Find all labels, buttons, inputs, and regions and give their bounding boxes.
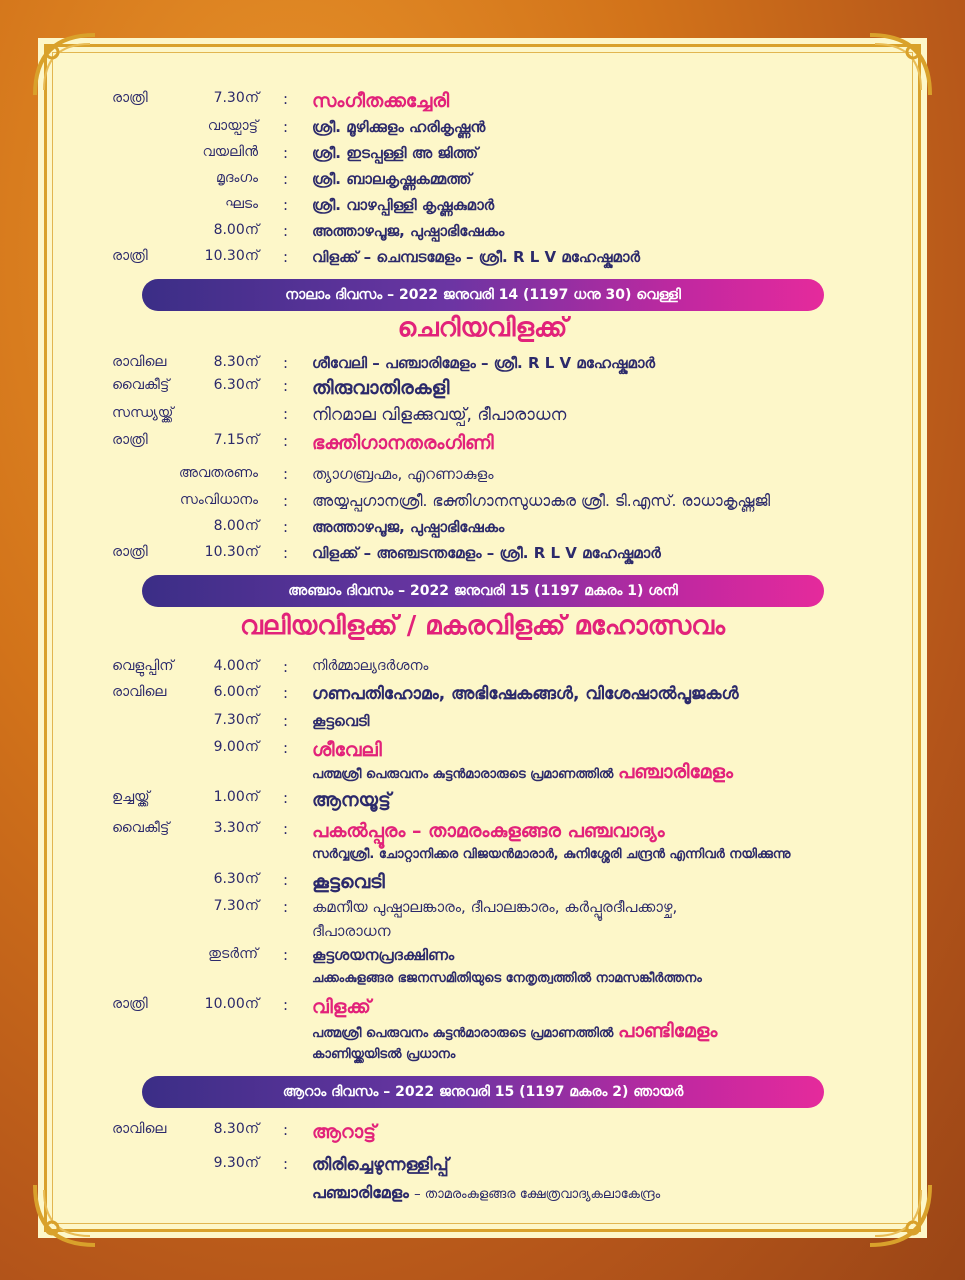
schedule-row	[0, 1020, 965, 1044]
row-label: രാവിലെ	[112, 1121, 167, 1137]
row-sublabel: വയലിൻ	[202, 144, 258, 160]
row-time: 10.30ന്	[204, 248, 259, 264]
schedule-row	[0, 405, 965, 429]
schedule-row	[0, 820, 965, 844]
row-colon: :	[283, 996, 289, 1014]
row-colon: :	[283, 90, 289, 108]
row-event-highlight: പഞ്ചാരിമേളം	[617, 761, 733, 783]
row-label: രാത്രി	[112, 996, 148, 1012]
schedule-row	[0, 1155, 965, 1179]
row-time: 8.30ന്	[213, 354, 259, 370]
schedule-row	[0, 118, 965, 142]
row-label: രാവിലെ	[112, 354, 167, 370]
row-event-detail: – താമരംകുളങ്ങര ക്ഷേത്രവാദ്യകലാകേന്ദ്രം	[414, 1187, 661, 1202]
schedule-row	[0, 996, 965, 1020]
row-colon: :	[283, 789, 289, 807]
row-event: ചക്കംകുളങ്ങര ഭജനസമിതിയുടെ നേതൃത്വത്തിൽ നാമസങ്കീർത്തനം	[312, 971, 702, 986]
row-event: ആറാട്ട്	[312, 1121, 376, 1143]
row-event: തിരുവാതിരകളി	[312, 377, 450, 399]
day-banner: അഞ്ചാം ദിവസം – 2022 ജനുവരി 15 (1197 മകരം 1) ശനി	[142, 575, 824, 607]
row-event: ഭക്തിഗാനതരംഗിണി	[312, 432, 494, 454]
row-colon: :	[283, 248, 289, 266]
row-time: 8.30ന്	[213, 1121, 259, 1137]
row-event: വിളക്ക്	[312, 996, 371, 1018]
row-event: ത്യാഗബ്രഹ്മം, എറണാകുളം	[312, 465, 494, 483]
row-event: സംഗീതക്കച്ചേരി	[312, 90, 450, 112]
schedule-row	[0, 871, 965, 895]
row-label: വെളുപ്പിന്	[112, 658, 174, 674]
row-event: കമനീയ പുഷ്പാലങ്കാരം, ദീപാലങ്കാരം, കർപ്പൂരദീപക്കാഴ്ച,	[312, 898, 678, 916]
row-sublabel: തുടർന്ന്	[208, 946, 258, 962]
schedule-row	[0, 544, 965, 568]
row-colon: :	[283, 377, 289, 395]
row-event: ശീവേലി – പഞ്ചാരിമേളം – ശ്രീ. R L V മഹേഷ്കുമാർ	[312, 354, 655, 372]
row-time: 7.15ന്	[213, 432, 259, 448]
day-banner: നാലാം ദിവസം – 2022 ജനുവരി 14 (1197 ധനു 30) വെള്ളി	[142, 279, 824, 311]
row-colon: :	[283, 712, 289, 730]
row-event: കൂട്ടവെടി	[312, 712, 370, 730]
row-time: 7.30ന്	[213, 898, 259, 914]
schedule-row	[0, 922, 965, 946]
row-event-highlight: പാണ്ടിമേളം	[617, 1020, 718, 1042]
schedule-row	[0, 144, 965, 168]
day-banner: ആറാം ദിവസം – 2022 ജനുവരി 15 (1197 മകരം 2) ഞായർ	[142, 1076, 824, 1108]
schedule-row	[0, 196, 965, 220]
row-label: രാവിലെ	[112, 684, 167, 700]
row-time: 8.00ന്	[213, 222, 259, 238]
schedule-row	[0, 354, 965, 378]
row-sublabel: സംവിധാനം	[179, 492, 258, 508]
row-label: രാത്രി	[112, 90, 148, 106]
row-label: സന്ധ്യയ്ക്ക്	[112, 405, 174, 421]
schedule-row	[0, 658, 965, 682]
row-event: കാണിയ്ക്കയിടൽ പ്രധാനം	[312, 1047, 456, 1062]
row-colon: :	[283, 144, 289, 162]
row-time: 9.00ന്	[213, 739, 259, 755]
row-colon: :	[283, 871, 289, 889]
day-title: ചെറിയവിളക്ക്	[397, 313, 568, 343]
row-event	[312, 1020, 717, 1042]
row-event: ശ്രീ. മൂഴിക്കുളം ഹരികൃഷ്ണൻ	[312, 118, 486, 136]
row-sublabel: അവതരണം	[178, 465, 258, 481]
row-colon: :	[283, 684, 289, 702]
row-time: 3.30ന്	[213, 820, 259, 836]
schedule-row	[0, 465, 965, 489]
row-label: വൈകീട്ട്	[112, 377, 170, 393]
row-event: അത്താഴപൂജ, പുഷ്പാഭിഷേകം	[312, 518, 505, 536]
row-event: പകൽപ്പൂരം – താമരംകുളങ്ങര പഞ്ചവാദ്യം	[312, 820, 665, 842]
row-label: വൈകീട്ട്	[112, 820, 170, 836]
row-colon: :	[283, 170, 289, 188]
schedule-row	[0, 847, 965, 871]
row-time: 10.30ന്	[204, 544, 259, 560]
row-event: ശ്രീ. ബാലകൃഷ്ണകമ്മത്ത്	[312, 170, 472, 188]
row-event: കൂട്ടശയനപ്രദക്ഷിണം	[312, 946, 455, 964]
row-colon: :	[283, 544, 289, 562]
row-colon: :	[283, 465, 289, 483]
row-event-detail: പത്മശ്രീ പെരുവനം കുട്ടൻമാരാരുടെ പ്രമാണത്തിൽ	[312, 1026, 614, 1041]
row-sublabel: വായ്പാട്ട്	[207, 118, 258, 134]
row-colon: :	[283, 1155, 289, 1173]
schedule-row	[0, 1047, 965, 1071]
day-title: വലിയവിളക്ക് / മകരവിളക്ക് മഹോത്സവം	[239, 611, 726, 641]
row-colon: :	[283, 1121, 289, 1139]
row-colon: :	[283, 354, 289, 372]
row-event	[312, 1183, 660, 1203]
row-colon: :	[283, 118, 289, 136]
row-event: നിർമ്മാല്യദർശനം	[312, 658, 429, 674]
schedule-row	[0, 518, 965, 542]
schedule-row	[0, 761, 965, 785]
row-colon: :	[283, 492, 289, 510]
row-colon: :	[283, 405, 289, 423]
row-colon: :	[283, 658, 289, 676]
row-sublabel: മൃദംഗം	[215, 170, 258, 186]
schedule-row	[0, 898, 965, 922]
row-event-detail: പത്മശ്രീ പെരുവനം കുട്ടൻമാരാരുടെ പ്രമാണത്തിൽ	[312, 767, 614, 782]
row-colon: :	[283, 222, 289, 240]
row-time: 4.00ന്	[213, 658, 259, 674]
row-event: തിരിച്ചെഴുന്നള്ളിപ്പ്	[312, 1155, 449, 1175]
row-event: നിറമാല വിളക്കുവയ്പ്, ദീപാരാധന	[312, 405, 567, 425]
row-event: വിളക്ക് – ചെമ്പടമേളം – ശ്രീ. R L V മഹേഷ്കുമാർ	[312, 248, 640, 266]
row-event: ദീപാരാധന	[312, 922, 391, 940]
row-event: ആനയൂട്ട്	[312, 789, 391, 811]
row-sublabel: ഘടം	[225, 196, 258, 212]
schedule-row	[0, 170, 965, 194]
row-time: 6.30ന്	[213, 377, 259, 393]
row-event: കൂട്ടവെടി	[312, 871, 385, 893]
row-time: 8.00ന്	[213, 518, 259, 534]
schedule-row	[0, 492, 965, 516]
row-label: ഉച്ചയ്ക്ക്	[112, 789, 150, 805]
row-colon: :	[283, 432, 289, 450]
schedule-row	[0, 222, 965, 246]
row-label: രാത്രി	[112, 544, 148, 560]
row-event: സർവ്വശ്രീ. ചോറ്റാനിക്കര വിജയൻമാരാർ, കുനിശ്ശേരി ചന്ദ്രൻ എന്നിവർ നയിക്കുന്നു	[312, 847, 791, 862]
schedule-row	[0, 712, 965, 736]
row-label: രാത്രി	[112, 248, 148, 264]
row-event: ശ്രീ. ഇടപ്പള്ളി അ ജിത്ത്	[312, 144, 479, 162]
row-time: 10.00ന്	[204, 996, 259, 1012]
schedule-row	[0, 1121, 965, 1145]
schedule-row	[0, 946, 965, 970]
row-label: രാത്രി	[112, 432, 148, 448]
row-colon: :	[283, 739, 289, 757]
row-event	[312, 761, 733, 783]
row-colon: :	[283, 196, 289, 214]
row-event-main: പഞ്ചാരിമേളം	[312, 1183, 409, 1202]
schedule-row	[0, 248, 965, 272]
row-colon: :	[283, 898, 289, 916]
schedule-row	[0, 684, 965, 708]
row-event: ശീവേലി	[312, 739, 382, 761]
schedule-row	[0, 432, 965, 456]
schedule-row	[0, 739, 965, 763]
schedule-row	[0, 377, 965, 401]
row-time: 7.30ന്	[213, 712, 259, 728]
row-time: 6.30ന്	[213, 871, 259, 887]
row-time: 9.30ന്	[213, 1155, 259, 1171]
schedule-row	[0, 971, 965, 995]
schedule-row	[0, 90, 965, 114]
row-time: 7.30ന്	[213, 90, 259, 106]
row-colon: :	[283, 946, 289, 964]
schedule-row	[0, 1183, 965, 1207]
row-event: അയ്യപ്പഗാനശ്രീ. ഭക്തിഗാനസുധാകര ശ്രീ. ടി.എസ്. രാധാകൃഷ്ണജി	[312, 492, 771, 510]
row-event: ഗണപതിഹോമം, അഭിഷേകങ്ങൾ, വിശേഷാൽപൂജകൾ	[312, 684, 739, 704]
row-event: വിളക്ക് – അഞ്ചടന്തമേളം – ശ്രീ. R L V മഹേഷ്കുമാർ	[312, 544, 661, 562]
row-colon: :	[283, 518, 289, 536]
row-time: 6.00ന്	[213, 684, 259, 700]
schedule-row	[0, 789, 965, 813]
row-time: 1.00ന്	[213, 789, 259, 805]
row-event: അത്താഴപൂജ, പുഷ്പാഭിഷേകം	[312, 222, 505, 240]
row-event: ശ്രീ. വാഴപ്പിള്ളി കൃഷ്ണകുമാർ	[312, 196, 495, 214]
row-colon: :	[283, 820, 289, 838]
